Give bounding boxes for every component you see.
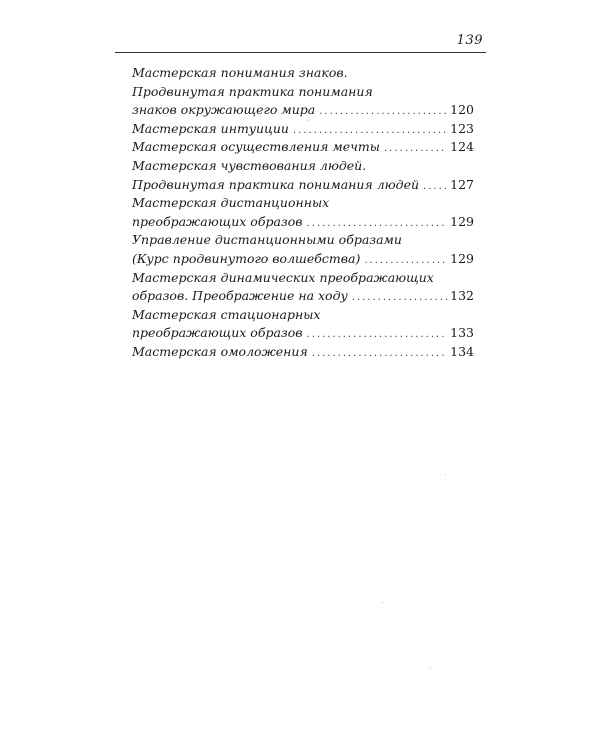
dot-leader	[312, 345, 447, 364]
toc-entry-title: преображающих образов	[132, 325, 303, 341]
toc-entry-title: (Курс продвинутого волшебства)	[132, 250, 361, 266]
scan-speck	[307, 120, 308, 121]
scan-speck	[430, 667, 431, 668]
toc-entry-title: преображающих образов	[132, 213, 303, 229]
table-of-contents	[132, 64, 474, 362]
toc-entry-title: Мастерская динамических преображающих	[132, 269, 434, 285]
toc-entry	[132, 231, 474, 268]
page-number: 139	[456, 33, 483, 48]
toc-entry	[132, 269, 474, 306]
toc-entry-title: Продвинутая практика понимания людей	[132, 176, 420, 192]
toc-entry-title: Мастерская омоложения	[132, 343, 308, 359]
toc-entry-title: Мастерская стационарных	[132, 306, 321, 322]
toc-entry-title: образов. Преображение на ходу	[132, 288, 348, 304]
toc-entry-title: Мастерская дистанционных	[132, 195, 330, 211]
toc-entry	[132, 64, 474, 120]
toc-page-number: 129	[450, 250, 474, 266]
toc-page-number: 120	[450, 102, 474, 118]
toc-entry	[132, 306, 474, 343]
toc-entry-title: Мастерская чувствования людей.	[132, 157, 367, 173]
dot-leader	[352, 289, 447, 308]
toc-entry-title: Мастерская осуществления мечты	[132, 139, 380, 155]
toc-page-number: 127	[450, 176, 474, 192]
dot-leader	[307, 326, 447, 345]
toc-entry-title: Мастерская интуиции	[132, 120, 289, 136]
toc-entry-title: знаков окружающего мира	[132, 102, 316, 118]
dot-leader	[384, 140, 447, 159]
toc-page-number: 124	[450, 139, 474, 155]
toc-page-number: 134	[450, 343, 474, 359]
toc-entry-title: Продвинутая практика понимания	[132, 83, 373, 99]
scan-speck	[445, 474, 446, 475]
toc-entry	[132, 343, 474, 362]
header-rule	[115, 52, 486, 53]
dot-leader	[319, 103, 447, 122]
toc-entry	[132, 138, 474, 157]
toc-page-number: 123	[450, 120, 474, 136]
toc-entry	[132, 194, 474, 231]
scan-speck	[382, 602, 383, 603]
toc-entry-title: Мастерская понимания знаков.	[132, 65, 348, 80]
toc-entry	[132, 157, 474, 194]
toc-page-number: 133	[450, 325, 474, 341]
toc-entry	[132, 120, 474, 139]
toc-page-number: 129	[450, 213, 474, 229]
dot-leader	[423, 178, 447, 197]
toc-page-number: 132	[450, 288, 474, 304]
toc-entry-title: Управление дистанционными образами	[132, 232, 402, 248]
